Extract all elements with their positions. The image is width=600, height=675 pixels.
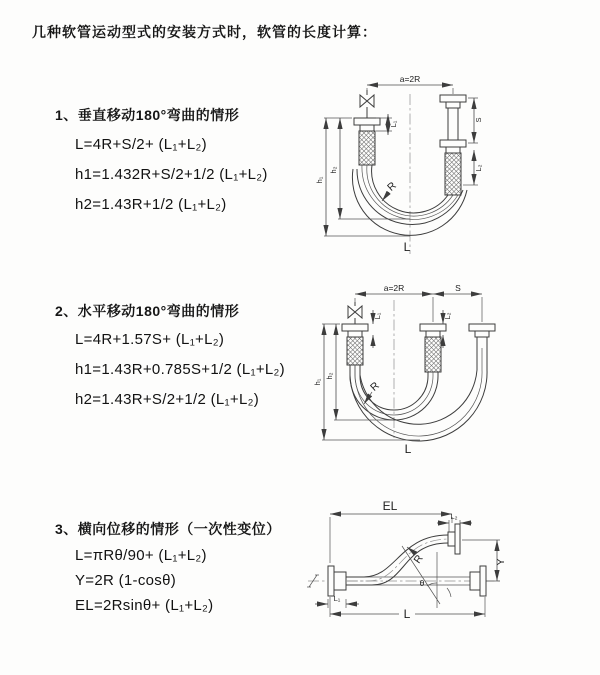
d3-dim-el-label: EL [382,499,398,513]
d2-dim-top-a2r-label: a=2R [383,283,405,293]
d3-dim-l-label: L [403,607,411,621]
section-1-formula-L: L=4R+S/2+ (L₁+L₂) [75,136,207,153]
d3-angle-label: θ [419,578,425,588]
d3-radius-callout [407,547,426,566]
section-2-formula-h2: h2=1.43R+S/2+1/2 (L₁+L₂) [75,391,260,408]
d3-dim-y-label: Y [495,558,507,566]
d3-dim-el [330,499,452,566]
d1-right-braid-hose [445,153,461,195]
d1-left-braid-hose [359,131,375,165]
d1-dim-top-a2r [367,74,453,95]
d2-dim-l2-label: L₂ [443,312,452,320]
page-title: 几种软管运动型式的安装方式时，软管的长度计算： [32,24,377,40]
d1-dim-s-label: S [474,117,483,123]
section-3-formula-Y: Y=2R (1-cosθ) [75,572,177,589]
d2-left-braid-hose [347,337,363,365]
d3-upper-flange [448,524,460,554]
d1-valve-icon [360,90,374,118]
d3-dim-l2-label: L₂ [450,512,458,521]
d2-valve-icon [348,302,362,324]
d2-dim-h2-label: h₂ [325,372,334,380]
d1-radius-callout [382,179,399,201]
d1-dim-l2-label: L₂ [474,164,483,172]
d1-dim-l1-label: L₁ [389,120,398,128]
section-2-formula-L: L=4R+1.57S+ (L₁+L₂) [75,331,225,348]
section-1-heading: 1、垂直移动180°弯曲的情形 [55,107,240,123]
d1-dim-l2 [463,150,483,185]
d1-dim-h2-label: h₂ [329,166,338,174]
d2-radius-label: R [368,379,382,394]
d2-dim-top-s-label: S [455,283,461,293]
d1-length-label: L [403,240,411,254]
section-2-formula-h1: h1=1.43R+0.785S+1/2 (L₁+L₂) [75,361,285,378]
d3-radius-label: R [411,552,426,566]
d3-hose-s-curve [346,535,449,585]
section-3-heading: 3、横向位移的情形（一次性变位） [55,521,281,537]
d2-right-fitting [469,324,495,348]
d2-length-label: L [404,442,412,456]
d3-left-flange [328,566,346,596]
section-3-formula-EL: EL=2Rsinθ+ (L₁+L₂) [75,597,214,614]
diagram-vertical-180-bend [310,70,575,262]
d2-middle-braid-hose [425,337,441,372]
d2-middle-fitting [420,324,446,372]
d1-dim-top-label: a=2R [399,74,421,84]
d3-right-flange [470,566,486,596]
d2-dim-top-s [433,283,482,294]
section-1-formula-h1: h1=1.432R+S/2+1/2 (L₁+L₂) [75,166,268,183]
d1-dim-h1-label: h₁ [315,176,324,184]
d1-dim-s [468,98,483,143]
d2-dim-l1-label: L₁ [373,312,382,320]
d2-left-fitting [342,324,368,365]
d3-dim-l [330,597,485,621]
d1-radius-label: R [385,179,399,194]
d3-dim-l1-label: L₁ [333,594,341,603]
d2-radius-callout [364,379,382,404]
section-1-formula-h2: h2=1.43R+1/2 (L₁+L₂) [75,196,227,213]
d2-dim-l1 [373,310,382,348]
d1-left-fitting [354,118,380,165]
section-2-heading: 2、水平移动180°弯曲的情形 [55,303,240,319]
d3-dim-l1 [315,594,359,608]
section-3-formula-L: L=πRθ/90+ (L₁+L₂) [75,547,207,564]
diagram-lateral-displacement [300,496,600,666]
diagram-horizontal-180-bend [310,280,575,465]
d2-dim-h1-label: h₁ [313,378,322,386]
d1-right-fitting [440,95,466,195]
